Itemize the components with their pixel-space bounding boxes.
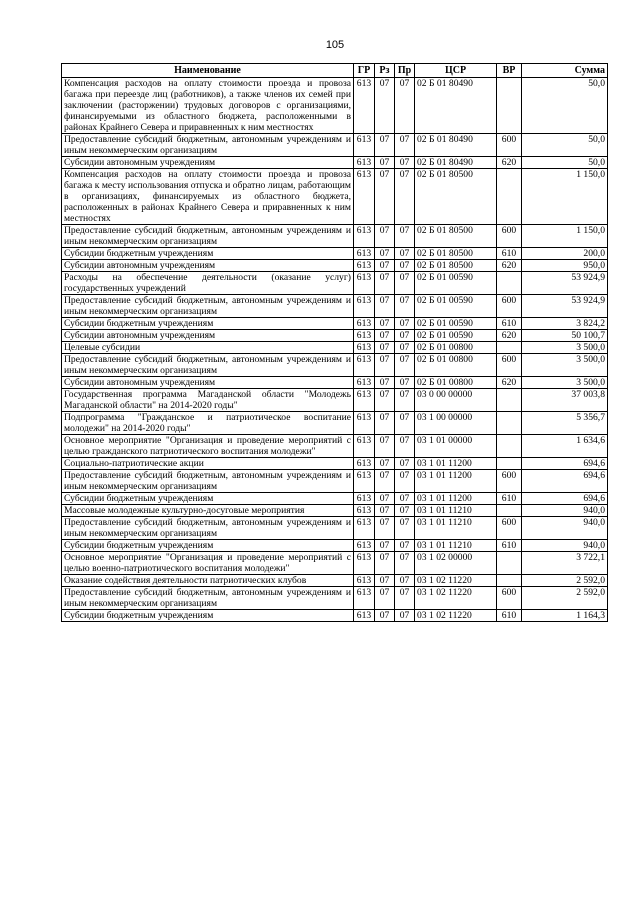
table-row xyxy=(62,540,608,552)
row-csr-cell: 02 Б 01 80500 xyxy=(415,225,497,248)
row-pr-cell: 07 xyxy=(395,354,415,377)
row-vr-cell xyxy=(497,272,522,295)
row-sum-cell: 1 150,0 xyxy=(522,225,608,248)
row-pr-cell: 07 xyxy=(395,260,415,272)
table-row xyxy=(62,157,608,169)
row-sum-cell: 53 924,9 xyxy=(522,295,608,318)
row-csr-cell: 02 Б 01 00590 xyxy=(415,272,497,295)
row-csr-cell: 02 Б 01 00590 xyxy=(415,295,497,318)
row-name-cell: Предоставление субсидий бюджетным, автономным учреждениям и иным некоммерческим организациям xyxy=(62,225,354,248)
row-vr-cell: 600 xyxy=(497,354,522,377)
row-sum-cell: 200,0 xyxy=(522,248,608,260)
row-gr-cell: 613 xyxy=(354,435,375,458)
table-row xyxy=(62,342,608,354)
row-sum-cell: 3 500,0 xyxy=(522,354,608,377)
row-vr-cell: 600 xyxy=(497,470,522,493)
table-row xyxy=(62,517,608,540)
row-gr-cell: 613 xyxy=(354,493,375,505)
row-pr-cell: 07 xyxy=(395,169,415,225)
row-pr-cell: 07 xyxy=(395,540,415,552)
row-rz-cell: 07 xyxy=(375,134,395,157)
row-csr-cell: 02 Б 01 00800 xyxy=(415,342,497,354)
row-sum-cell: 53 924,9 xyxy=(522,272,608,295)
row-gr-cell: 613 xyxy=(354,248,375,260)
row-name-cell: Субсидии автономным учреждениям xyxy=(62,157,354,169)
row-rz-cell: 07 xyxy=(375,470,395,493)
row-csr-cell: 03 1 02 11220 xyxy=(415,610,497,622)
row-gr-cell: 613 xyxy=(354,295,375,318)
row-rz-cell: 07 xyxy=(375,517,395,540)
row-pr-cell: 07 xyxy=(395,377,415,389)
table-row xyxy=(62,169,608,225)
row-sum-cell: 1 150,0 xyxy=(522,169,608,225)
row-sum-cell: 3 500,0 xyxy=(522,377,608,389)
row-rz-cell: 07 xyxy=(375,342,395,354)
column-header-csr: ЦСР xyxy=(415,64,497,78)
table-row xyxy=(62,412,608,435)
row-name-cell: Компенсация расходов на оплату стоимости проезда и провоза багажа к месту использования отпуска и обратно лицам, работающим в организациях, финансируемых из областного бюджета, расположенных в районах Крайнего Севера и приравненных к ним местностях xyxy=(62,169,354,225)
row-sum-cell: 940,0 xyxy=(522,540,608,552)
table-row xyxy=(62,575,608,587)
row-sum-cell: 3 500,0 xyxy=(522,342,608,354)
row-csr-cell: 03 1 02 11220 xyxy=(415,575,497,587)
row-gr-cell: 613 xyxy=(354,134,375,157)
row-pr-cell: 07 xyxy=(395,412,415,435)
table-row xyxy=(62,272,608,295)
row-csr-cell: 02 Б 01 80500 xyxy=(415,260,497,272)
row-csr-cell: 03 1 01 11200 xyxy=(415,493,497,505)
row-pr-cell: 07 xyxy=(395,575,415,587)
row-rz-cell: 07 xyxy=(375,354,395,377)
row-name-cell: Расходы на обеспечение деятельности (оказание услуг) государственных учреждений xyxy=(62,272,354,295)
row-csr-cell: 02 Б 01 80490 xyxy=(415,78,497,134)
table-row xyxy=(62,354,608,377)
row-sum-cell: 50 100,7 xyxy=(522,330,608,342)
row-rz-cell: 07 xyxy=(375,169,395,225)
row-gr-cell: 613 xyxy=(354,540,375,552)
row-rz-cell: 07 xyxy=(375,389,395,412)
row-gr-cell: 613 xyxy=(354,225,375,248)
table-row xyxy=(62,470,608,493)
row-name-cell: Массовые молодежные культурно-досуговые мероприятия xyxy=(62,505,354,517)
row-vr-cell: 620 xyxy=(497,260,522,272)
row-name-cell: Основное мероприятие "Организация и проведение мероприятий с целью гражданского патриотического воспитания молодежи" xyxy=(62,435,354,458)
row-name-cell: Основное мероприятие "Организация и проведение мероприятий с целью военно-патриотического воспитания молодежи" xyxy=(62,552,354,575)
table-row xyxy=(62,260,608,272)
row-name-cell: Субсидии бюджетным учреждениям xyxy=(62,540,354,552)
row-name-cell: Социально-патриотические акции xyxy=(62,458,354,470)
row-name-cell: Оказание содействия деятельности патриотических клубов xyxy=(62,575,354,587)
row-vr-cell: 600 xyxy=(497,134,522,157)
row-pr-cell: 07 xyxy=(395,318,415,330)
row-sum-cell: 50,0 xyxy=(522,134,608,157)
row-sum-cell: 3 824,2 xyxy=(522,318,608,330)
row-sum-cell: 2 592,0 xyxy=(522,575,608,587)
row-name-cell: Субсидии автономным учреждениям xyxy=(62,377,354,389)
table-row xyxy=(62,389,608,412)
row-gr-cell: 613 xyxy=(354,169,375,225)
row-rz-cell: 07 xyxy=(375,260,395,272)
page-number: 105 xyxy=(325,39,345,51)
row-name-cell: Предоставление субсидий бюджетным, автономным учреждениям и иным некоммерческим организациям xyxy=(62,134,354,157)
table-row xyxy=(62,134,608,157)
row-rz-cell: 07 xyxy=(375,435,395,458)
row-rz-cell: 07 xyxy=(375,248,395,260)
row-name-cell: Субсидии бюджетным учреждениям xyxy=(62,248,354,260)
row-vr-cell xyxy=(497,505,522,517)
row-pr-cell: 07 xyxy=(395,458,415,470)
row-csr-cell: 03 1 02 00000 xyxy=(415,552,497,575)
row-vr-cell: 620 xyxy=(497,157,522,169)
row-vr-cell: 600 xyxy=(497,517,522,540)
row-pr-cell: 07 xyxy=(395,435,415,458)
column-header-sum: Сумма xyxy=(522,64,608,78)
row-rz-cell: 07 xyxy=(375,78,395,134)
row-pr-cell: 07 xyxy=(395,610,415,622)
row-rz-cell: 07 xyxy=(375,330,395,342)
row-gr-cell: 613 xyxy=(354,330,375,342)
row-rz-cell: 07 xyxy=(375,610,395,622)
row-rz-cell: 07 xyxy=(375,225,395,248)
row-csr-cell: 03 1 02 11220 xyxy=(415,587,497,610)
row-sum-cell: 694,6 xyxy=(522,493,608,505)
row-csr-cell: 03 1 01 00000 xyxy=(415,435,497,458)
row-name-cell: Компенсация расходов на оплату стоимости проезда и провоза багажа при переезде лиц (работников), а также членов их семей при заключении (расторжении) трудовых договоров с организациями, финансируемыми из областного бюджета, расположенными в районах Крайнего Севера и приравненных к ним местностях xyxy=(62,78,354,134)
budget-table xyxy=(61,63,608,622)
row-name-cell: Предоставление субсидий бюджетным, автономным учреждениям и иным некоммерческим организациям xyxy=(62,295,354,318)
row-vr-cell xyxy=(497,412,522,435)
column-header-pr: Пр xyxy=(395,64,415,78)
row-vr-cell xyxy=(497,342,522,354)
table-row xyxy=(62,552,608,575)
row-gr-cell: 613 xyxy=(354,587,375,610)
row-csr-cell: 02 Б 01 00800 xyxy=(415,377,497,389)
row-name-cell: Подпрограмма "Гражданское и патриотическое воспитание молодежи" на 2014-2020 годы" xyxy=(62,412,354,435)
row-vr-cell: 610 xyxy=(497,493,522,505)
row-vr-cell: 600 xyxy=(497,225,522,248)
row-name-cell: Целевые субсидии xyxy=(62,342,354,354)
row-gr-cell: 613 xyxy=(354,389,375,412)
row-rz-cell: 07 xyxy=(375,458,395,470)
row-gr-cell: 613 xyxy=(354,377,375,389)
row-csr-cell: 02 Б 01 00590 xyxy=(415,318,497,330)
row-csr-cell: 03 1 01 11210 xyxy=(415,517,497,540)
row-rz-cell: 07 xyxy=(375,575,395,587)
row-csr-cell: 02 Б 01 80490 xyxy=(415,157,497,169)
row-vr-cell xyxy=(497,552,522,575)
row-pr-cell: 07 xyxy=(395,295,415,318)
row-vr-cell: 610 xyxy=(497,318,522,330)
table-row xyxy=(62,377,608,389)
row-name-cell: Предоставление субсидий бюджетным, автономным учреждениям и иным некоммерческим организациям xyxy=(62,470,354,493)
row-pr-cell: 07 xyxy=(395,330,415,342)
row-gr-cell: 613 xyxy=(354,318,375,330)
table-row xyxy=(62,330,608,342)
row-pr-cell: 07 xyxy=(395,78,415,134)
row-pr-cell: 07 xyxy=(395,493,415,505)
row-vr-cell xyxy=(497,78,522,134)
table-row xyxy=(62,458,608,470)
row-sum-cell: 5 356,7 xyxy=(522,412,608,435)
row-name-cell: Предоставление субсидий бюджетным, автономным учреждениям и иным некоммерческим организациям xyxy=(62,354,354,377)
row-sum-cell: 1 164,3 xyxy=(522,610,608,622)
row-sum-cell: 2 592,0 xyxy=(522,587,608,610)
row-csr-cell: 03 1 01 11200 xyxy=(415,458,497,470)
row-csr-cell: 02 Б 01 80500 xyxy=(415,169,497,225)
row-rz-cell: 07 xyxy=(375,272,395,295)
row-csr-cell: 03 1 00 00000 xyxy=(415,412,497,435)
row-sum-cell: 37 003,8 xyxy=(522,389,608,412)
row-vr-cell xyxy=(497,435,522,458)
table-row xyxy=(62,295,608,318)
table-row xyxy=(62,435,608,458)
row-rz-cell: 07 xyxy=(375,587,395,610)
row-sum-cell: 694,6 xyxy=(522,458,608,470)
row-sum-cell: 3 722,1 xyxy=(522,552,608,575)
table-row xyxy=(62,587,608,610)
row-pr-cell: 07 xyxy=(395,552,415,575)
row-gr-cell: 613 xyxy=(354,470,375,493)
row-pr-cell: 07 xyxy=(395,342,415,354)
table-row xyxy=(62,493,608,505)
row-gr-cell: 613 xyxy=(354,458,375,470)
row-name-cell: Субсидии автономным учреждениям xyxy=(62,330,354,342)
row-sum-cell: 50,0 xyxy=(522,157,608,169)
row-pr-cell: 07 xyxy=(395,272,415,295)
row-vr-cell xyxy=(497,575,522,587)
row-sum-cell: 50,0 xyxy=(522,78,608,134)
row-gr-cell: 613 xyxy=(354,78,375,134)
row-csr-cell: 03 1 01 11200 xyxy=(415,470,497,493)
row-vr-cell: 610 xyxy=(497,248,522,260)
row-vr-cell: 600 xyxy=(497,295,522,318)
row-name-cell: Предоставление субсидий бюджетным, автономным учреждениям и иным некоммерческим организациям xyxy=(62,587,354,610)
row-pr-cell: 07 xyxy=(395,505,415,517)
row-gr-cell: 613 xyxy=(354,260,375,272)
table-row xyxy=(62,505,608,517)
row-vr-cell: 620 xyxy=(497,330,522,342)
row-rz-cell: 07 xyxy=(375,552,395,575)
row-vr-cell: 620 xyxy=(497,377,522,389)
row-vr-cell: 610 xyxy=(497,610,522,622)
row-pr-cell: 07 xyxy=(395,134,415,157)
column-header-rz: Рз xyxy=(375,64,395,78)
row-gr-cell: 613 xyxy=(354,505,375,517)
row-gr-cell: 613 xyxy=(354,552,375,575)
row-rz-cell: 07 xyxy=(375,412,395,435)
row-name-cell: Субсидии бюджетным учреждениям xyxy=(62,493,354,505)
row-csr-cell: 02 Б 01 80490 xyxy=(415,134,497,157)
row-vr-cell xyxy=(497,458,522,470)
row-rz-cell: 07 xyxy=(375,377,395,389)
row-sum-cell: 950,0 xyxy=(522,260,608,272)
row-pr-cell: 07 xyxy=(395,157,415,169)
table-header-row xyxy=(62,64,608,78)
row-csr-cell: 02 Б 01 00590 xyxy=(415,330,497,342)
row-rz-cell: 07 xyxy=(375,157,395,169)
column-header-vr: ВР xyxy=(497,64,522,78)
row-pr-cell: 07 xyxy=(395,470,415,493)
row-rz-cell: 07 xyxy=(375,505,395,517)
row-name-cell: Субсидии бюджетным учреждениям xyxy=(62,610,354,622)
column-header-gr: ГР xyxy=(354,64,375,78)
row-csr-cell: 02 Б 01 00800 xyxy=(415,354,497,377)
row-sum-cell: 694,6 xyxy=(522,470,608,493)
row-rz-cell: 07 xyxy=(375,493,395,505)
table-row xyxy=(62,225,608,248)
row-gr-cell: 613 xyxy=(354,272,375,295)
row-sum-cell: 940,0 xyxy=(522,505,608,517)
row-vr-cell: 600 xyxy=(497,587,522,610)
row-name-cell: Субсидии бюджетным учреждениям xyxy=(62,318,354,330)
row-pr-cell: 07 xyxy=(395,225,415,248)
table-row xyxy=(62,318,608,330)
row-sum-cell: 1 634,6 xyxy=(522,435,608,458)
row-csr-cell: 03 1 01 11210 xyxy=(415,505,497,517)
row-csr-cell: 03 0 00 00000 xyxy=(415,389,497,412)
table-body xyxy=(62,78,608,622)
row-name-cell: Государственная программа Магаданской области "Молодежь Магаданской области" на 2014-2020 годы" xyxy=(62,389,354,412)
row-gr-cell: 613 xyxy=(354,575,375,587)
table-row xyxy=(62,248,608,260)
row-gr-cell: 613 xyxy=(354,517,375,540)
table-row xyxy=(62,610,608,622)
row-rz-cell: 07 xyxy=(375,318,395,330)
row-csr-cell: 02 Б 01 80500 xyxy=(415,248,497,260)
row-gr-cell: 613 xyxy=(354,342,375,354)
row-pr-cell: 07 xyxy=(395,517,415,540)
row-gr-cell: 613 xyxy=(354,610,375,622)
row-gr-cell: 613 xyxy=(354,354,375,377)
row-vr-cell xyxy=(497,389,522,412)
table-row xyxy=(62,78,608,134)
column-header-name: Наименование xyxy=(62,64,354,78)
row-pr-cell: 07 xyxy=(395,587,415,610)
row-vr-cell xyxy=(497,169,522,225)
row-name-cell: Субсидии автономным учреждениям xyxy=(62,260,354,272)
row-pr-cell: 07 xyxy=(395,389,415,412)
row-csr-cell: 03 1 01 11210 xyxy=(415,540,497,552)
row-pr-cell: 07 xyxy=(395,248,415,260)
row-rz-cell: 07 xyxy=(375,540,395,552)
row-rz-cell: 07 xyxy=(375,295,395,318)
row-gr-cell: 613 xyxy=(354,157,375,169)
row-vr-cell: 610 xyxy=(497,540,522,552)
row-name-cell: Предоставление субсидий бюджетным, автономным учреждениям и иным некоммерческим организациям xyxy=(62,517,354,540)
row-gr-cell: 613 xyxy=(354,412,375,435)
row-sum-cell: 940,0 xyxy=(522,517,608,540)
